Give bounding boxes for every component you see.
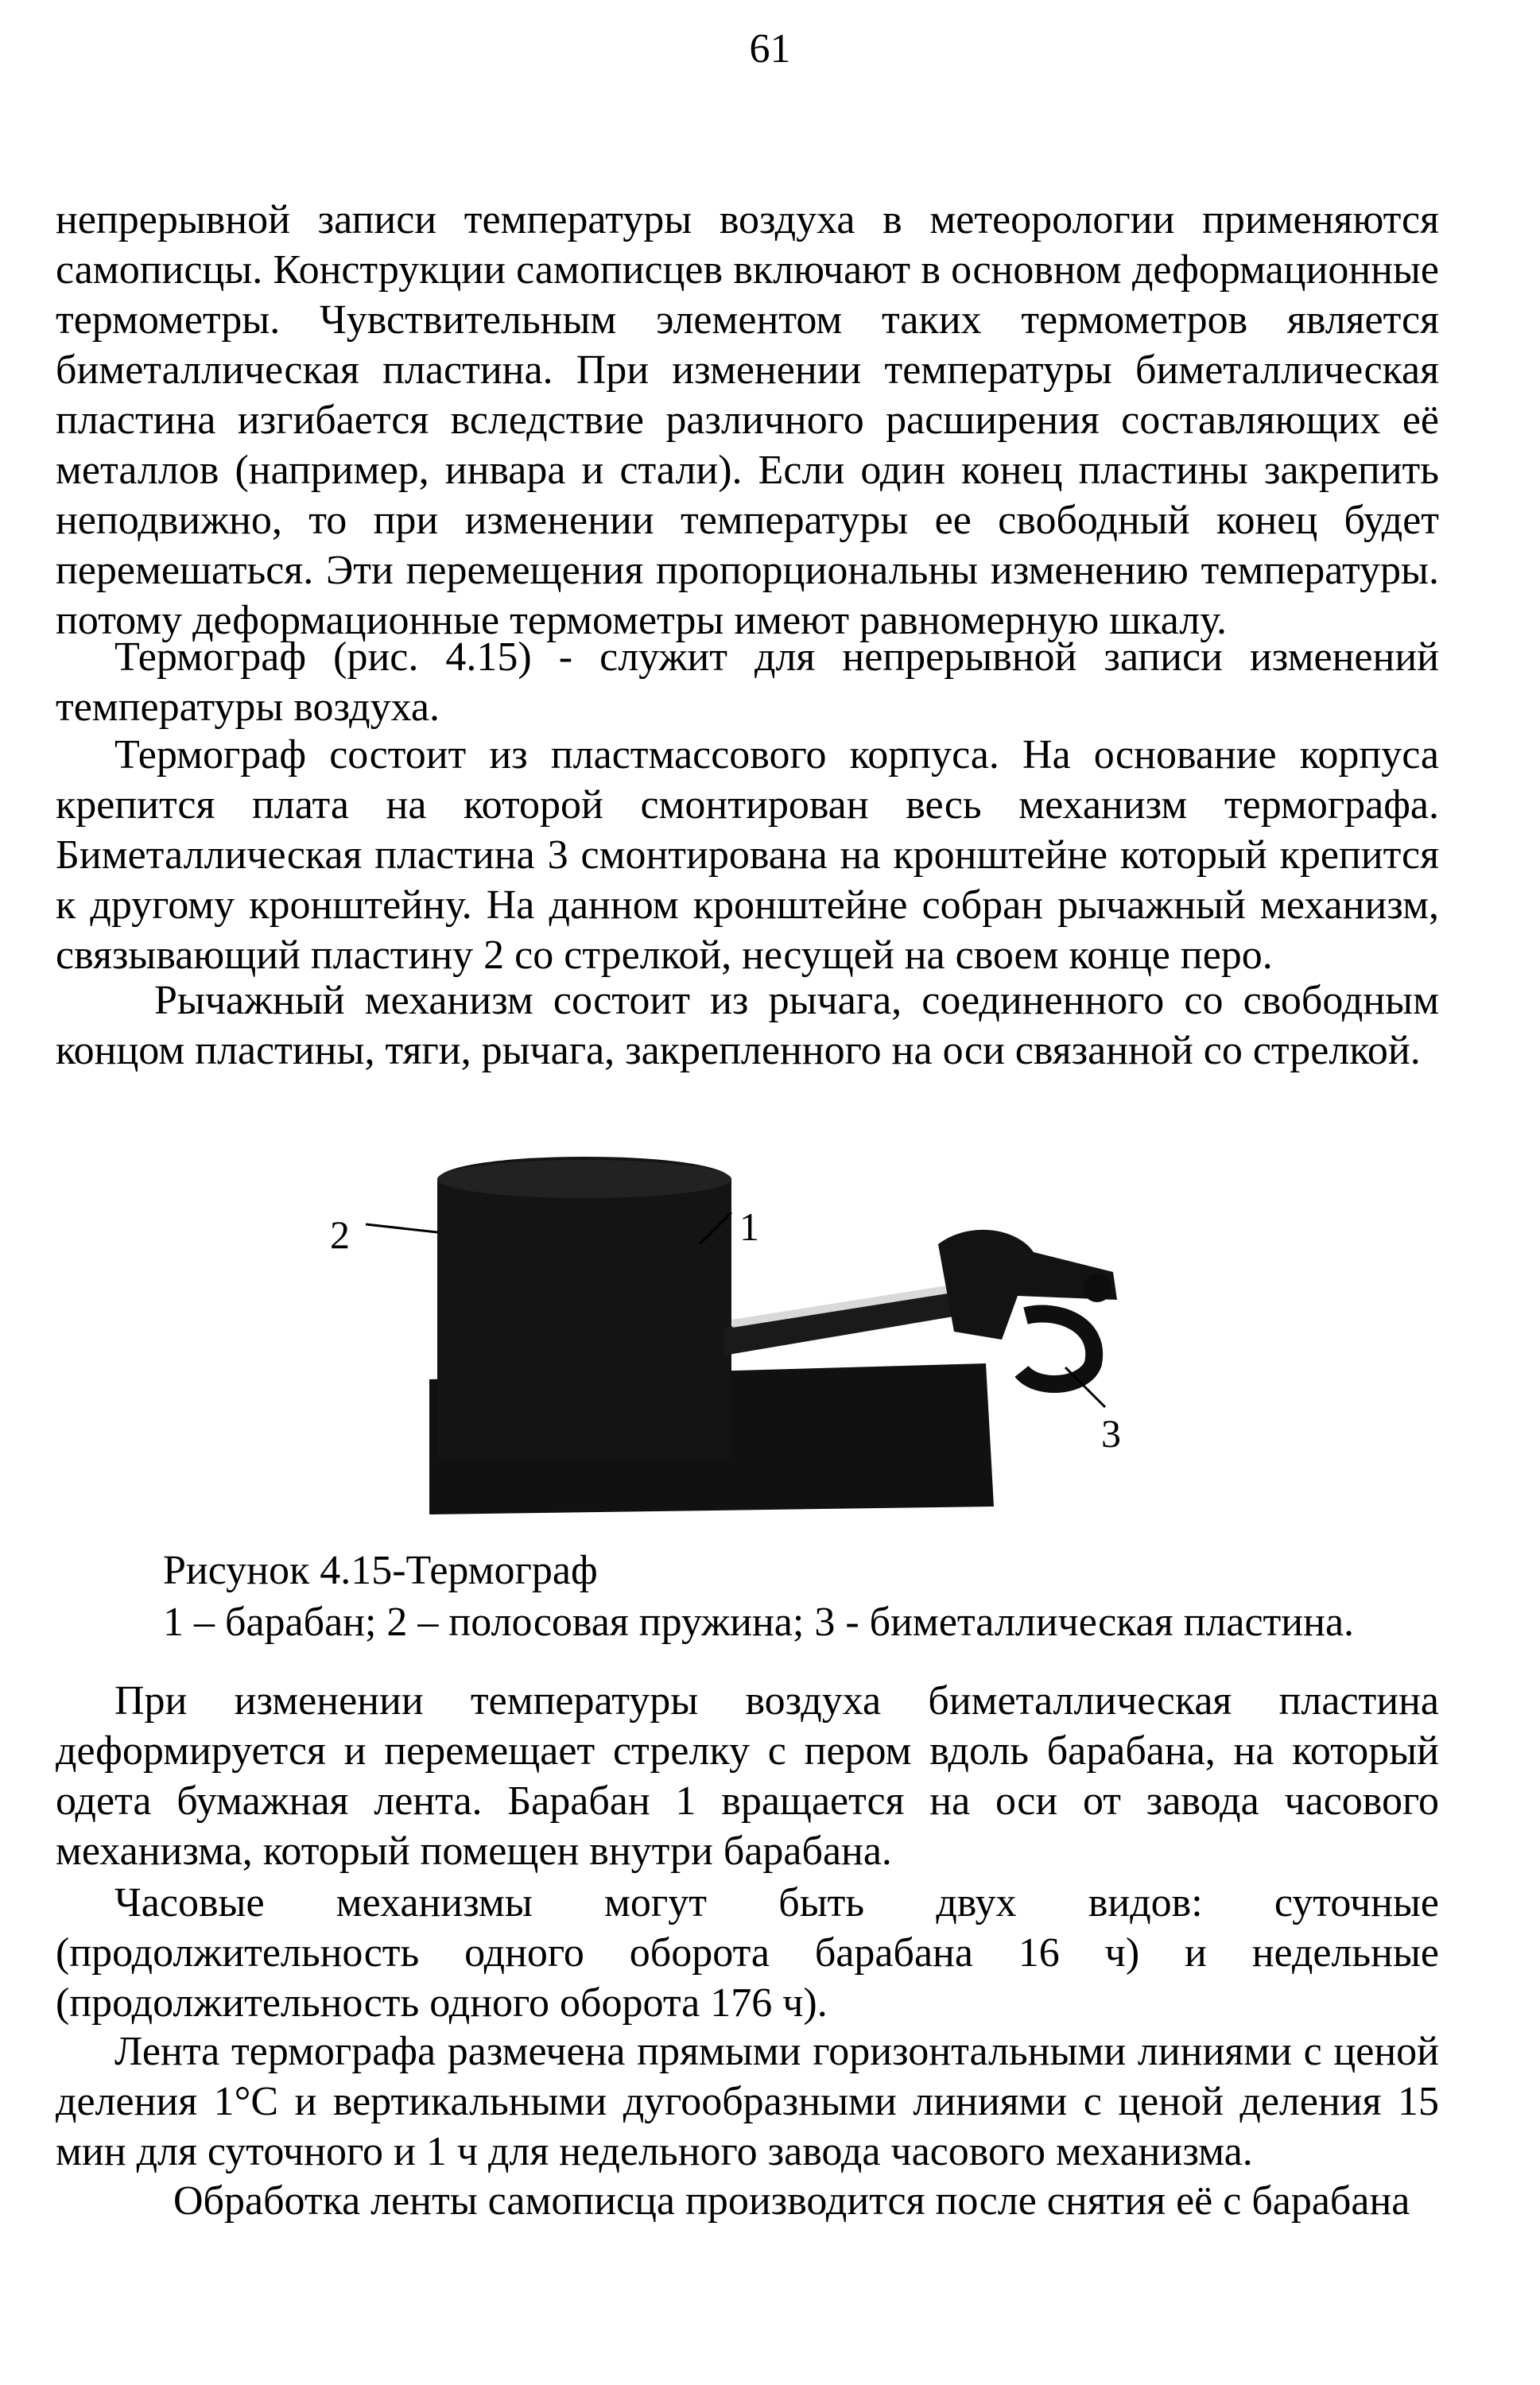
paragraph-8-text: Обработка ленты самописца производится после снятия её с барабана <box>173 2178 1410 2224</box>
paragraph-5-text: При изменении температуры воздуха биметаллическая пластина деформируется и перемещает стрелку с пером вдоль барабана, на который одета бумажная лента. Барабан 1 вращается на оси от завода часового механизма, который помещен внутри барабана. <box>56 1678 1439 1874</box>
paragraph-6-text: Часовые механизмы могут быть двух видов: суточные (продолжительность одного оборота барабана 16 ч) и недельные (продолжительность одного оборота 176 ч). <box>56 1880 1439 2026</box>
thermograph-photo <box>318 1125 1193 1530</box>
figure-caption-title: Рисунок 4.15-Термограф <box>163 1548 598 1593</box>
paragraph-4-text: Рычажный механизм состоит из рычага, соединенного со свободным концом пластины, тяги, рычага, закрепленного на оси связанной со стрелкой. <box>56 978 1439 1073</box>
paragraph-4 <box>56 975 1439 1076</box>
paragraph-3 <box>56 730 1439 980</box>
paragraph-7-text: Лента термографа размечена прямыми горизонтальными линиями с ценой деления 1°С и вертикальными дугообразными линиями с ценой деления 15 мин для суточного и 1 ч для недельного завода часового механизма. <box>56 2029 1439 2174</box>
paragraph-6 <box>56 1878 1439 2028</box>
paragraph-1 <box>56 195 1439 646</box>
thermograph-drum <box>437 1157 731 1459</box>
figure-label-2: 2 <box>330 1212 350 1257</box>
paragraph-7 <box>56 2026 1439 2177</box>
figure-label-1: 1 <box>739 1204 759 1249</box>
paragraph-3-text: Термограф состоит из пластмассового корпуса. На основание корпуса крепится плата на которой смонтирован весь механизм термографа. Биметаллическая пластина 3 смонтирована на кронштейне который крепится к другому кронштейну. На данном кронштейне собран рычажный механизм, связывающий пластину 2 со стрелкой, несущей на своем конце перо. <box>56 732 1439 978</box>
thermograph-figure <box>318 1125 1193 1530</box>
paragraph-8 <box>56 2176 1439 2226</box>
paragraph-2-text: Термограф (рис. 4.15) - служит для непрерывной записи изменений температуры воздуха. <box>56 634 1439 730</box>
paragraph-5 <box>56 1676 1439 1876</box>
figure-caption-legend: 1 – барабан; 2 – полосовая пружина; 3 - биметаллическая пластина. <box>163 1600 1355 1645</box>
thermograph-screw <box>1083 1274 1111 1302</box>
page-number: 61 <box>749 26 791 72</box>
paragraph-1-text: непрерывной записи температуры воздуха в метеорологии применяются самописцы. Конструкции самописцев включают в основном деформационные термометры. Чувствительным элементом таких термометров является биметаллическая пластина. При изменении температуры биметаллическая пластина изгибается вследствие различного расширения составляющих её металлов (например, инвара и стали). Если один конец пластины закрепить неподвижно, то при изменении температуры ее свободный конец будет перемешаться. Эти перемещения пропорциональны изменению температуры. потому деформационные термометры имеют равномерную шкалу. <box>56 197 1439 643</box>
paragraph-2 <box>56 632 1439 732</box>
pointer-line-2 <box>366 1224 437 1232</box>
thermograph-bimetallic-plate <box>1022 1314 1094 1385</box>
figure-label-3: 3 <box>1101 1411 1121 1456</box>
thermograph-drum-top <box>437 1160 731 1198</box>
